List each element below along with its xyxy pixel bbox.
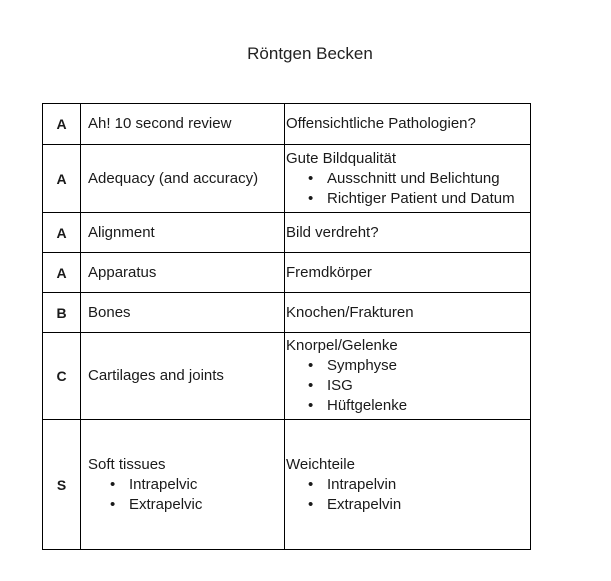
table-row (43, 293, 531, 333)
document-title: Röntgen Becken (247, 44, 373, 63)
german-text: Knorpel/Gelenke (286, 337, 398, 354)
english-cell (81, 293, 285, 333)
german-bullet-item: • Hüftgelenke (286, 396, 530, 416)
german-text: Gute Bildqualität (286, 149, 397, 167)
english-text: Adequacy (and accuracy) (88, 169, 259, 187)
english-text: Cartilages and joints (88, 367, 224, 384)
english-cell (81, 213, 285, 253)
german-cell (285, 420, 531, 550)
english-bullet-item: • Intrapelvic (88, 475, 284, 495)
german-cell (285, 104, 531, 145)
german-bullet-item: • Extrapelvin (286, 495, 530, 515)
english-text: Bones (88, 303, 131, 321)
row-letter: C (43, 333, 81, 420)
english-bullet-item: • Extrapelvic (88, 495, 284, 515)
english-text: Ah! 10 second review (88, 115, 232, 132)
german-cell (285, 253, 531, 293)
german-cell (285, 333, 531, 420)
row-letter: A (43, 104, 81, 145)
english-text: Soft tissues (88, 455, 166, 473)
german-bullet-item: • Symphyse (286, 356, 530, 376)
german-cell (285, 213, 531, 253)
english-cell (81, 253, 285, 293)
german-text: Weichteile (286, 455, 355, 473)
table-row (43, 253, 531, 293)
german-text: Knochen/Frakturen (286, 303, 414, 321)
table-row (43, 333, 531, 420)
row-letter: S (43, 420, 81, 550)
english-bullet-list (88, 475, 284, 515)
english-cell (81, 333, 285, 420)
row-letter: A (43, 253, 81, 293)
german-bullet-list (286, 356, 530, 416)
english-cell (81, 145, 285, 213)
german-bullet-item: • Intrapelvin (286, 475, 530, 495)
german-bullet-item: • Richtiger Patient und Datum (286, 189, 530, 209)
german-bullet-item: • ISG (286, 376, 530, 396)
german-bullet-list (286, 475, 530, 515)
german-cell (285, 293, 531, 333)
table-row (43, 213, 531, 253)
german-text: Offensichtliche Pathologien? (286, 115, 476, 132)
row-letter: A (43, 213, 81, 253)
german-text: Fremdkörper (286, 263, 372, 281)
row-letter: A (43, 145, 81, 213)
german-cell (285, 145, 531, 213)
table-row (43, 145, 531, 213)
row-letter: B (43, 293, 81, 333)
german-bullet-list (286, 169, 530, 209)
english-text: Alignment (88, 223, 155, 241)
german-text: Bild verdreht? (286, 223, 379, 241)
english-cell (81, 104, 285, 145)
english-text: Apparatus (88, 263, 157, 281)
table-row (43, 104, 531, 145)
table-row (43, 420, 531, 550)
english-cell (81, 420, 285, 550)
german-bullet-item: • Ausschnitt und Belichtung (286, 169, 530, 189)
abc-checklist-table (42, 103, 531, 550)
table-body (43, 104, 531, 550)
